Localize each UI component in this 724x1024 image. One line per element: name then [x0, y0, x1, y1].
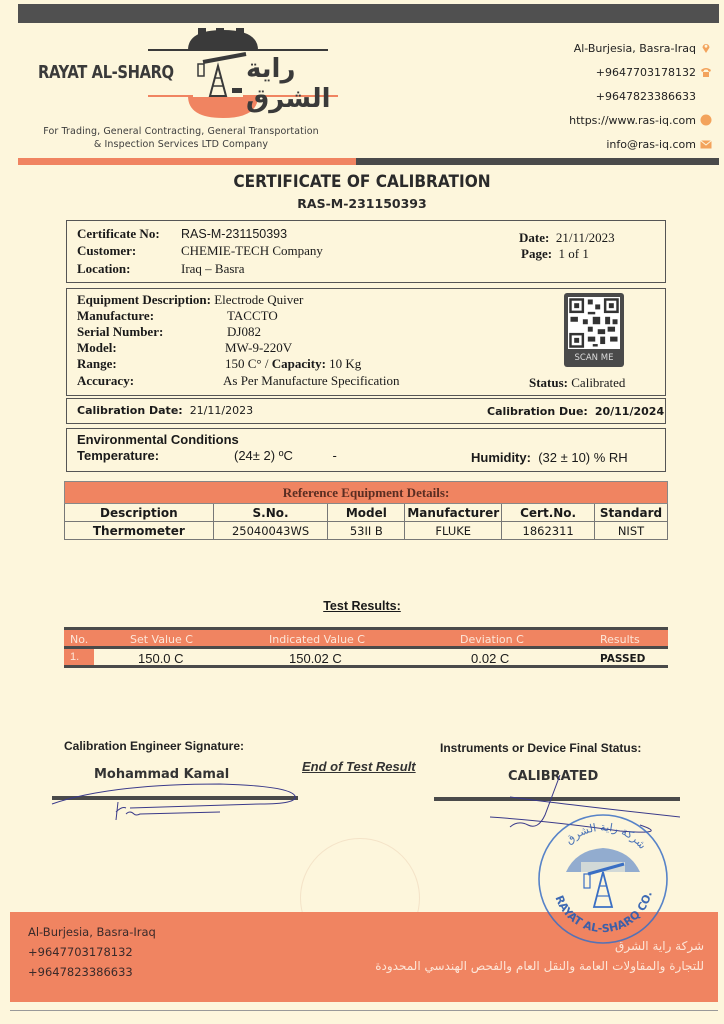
- company-tagline: [36, 125, 326, 151]
- calibration-date-row: [77, 404, 253, 417]
- environmental-conditions-box: [66, 428, 666, 472]
- cert-no-value: RAS-M-231150393: [181, 227, 288, 241]
- date-label: Date:: [519, 230, 550, 245]
- cell-set-value: 150.0 C: [138, 651, 184, 666]
- cell-sno: 25040043WS: [213, 522, 328, 540]
- page-label: Page:: [521, 246, 553, 261]
- tagline-line-1: For Trading, General Contracting, General Transportation: [43, 126, 319, 137]
- company-logo: [38, 28, 338, 118]
- location-label: Location:: [77, 261, 131, 276]
- accuracy-row: [77, 373, 400, 389]
- test-results-title: Test Results:: [323, 599, 401, 613]
- reference-table-header: [65, 504, 668, 522]
- globe-icon: [700, 114, 712, 126]
- footer-arabic-description: للتجارة والمقاولات العامة والنقل العام والفحص الهندسي المحدودة: [375, 959, 704, 973]
- stamp-text: RAYAT AL-SHARQ CO.: [552, 890, 655, 936]
- manufacture-label: Manufacture:: [77, 308, 155, 323]
- col-no: No.: [70, 633, 89, 646]
- cell-result: PASSED: [600, 653, 646, 665]
- header-divider-orange: [18, 158, 356, 165]
- phone-icon: [700, 66, 712, 78]
- test-results-header: [64, 627, 668, 649]
- col-indicated-value: Indicated Value C: [269, 633, 365, 646]
- end-of-test-result: End of Test Result: [302, 759, 416, 774]
- engineer-signature-icon: [50, 782, 300, 827]
- customer-label: Customer:: [77, 243, 137, 258]
- customer-row: [77, 243, 323, 259]
- col-standard: Standard: [595, 504, 668, 522]
- certificate-title: CERTIFICATE OF CALIBRATION: [233, 172, 491, 191]
- status-label: Status:: [529, 375, 569, 390]
- location-pin-icon: [700, 42, 712, 54]
- environment-title: Environmental Conditions: [77, 432, 239, 447]
- col-manufacturer: Manufacturer: [405, 504, 502, 522]
- website-link[interactable]: https://www.ras-iq.com: [569, 113, 696, 127]
- calibration-dates-box: [66, 398, 666, 424]
- calibration-date-value: 21/11/2023: [189, 404, 254, 417]
- mail-icon: [700, 138, 712, 150]
- table-row: [65, 522, 668, 540]
- cell-certno: 1862311: [502, 522, 595, 540]
- col-sno: S.No.: [213, 504, 328, 522]
- col-model: Model: [328, 504, 405, 522]
- tagline-line-2: & Inspection Services LTD Company: [93, 139, 269, 150]
- footer-contact: [28, 922, 156, 982]
- range-label: Range:: [77, 356, 117, 371]
- serial-value: DJ082: [227, 324, 261, 339]
- cert-no-label: Certificate No:: [77, 226, 160, 241]
- cell-standard: NIST: [595, 522, 668, 540]
- svg-text:شركة راية الشرق: شركة راية الشرق: [562, 820, 649, 852]
- serial-row: [77, 324, 261, 340]
- calibration-date-label: Calibration Date:: [77, 404, 183, 417]
- col-set-value: Set Value C: [130, 633, 193, 646]
- date-value: 21/11/2023: [555, 230, 615, 245]
- humidity-value: (32 ± 10) % RH: [538, 450, 628, 465]
- capacity-value: 10 Kg: [329, 356, 362, 371]
- humidity-row: [471, 450, 628, 465]
- temperature-value: (24± 2) ºC: [234, 448, 293, 463]
- address-text: Al-Burjesia, Basra-Iraq: [573, 41, 696, 55]
- cell-model: 53II B: [328, 522, 405, 540]
- temperature-dash: -: [332, 448, 337, 463]
- col-deviation: Deviation C: [460, 633, 524, 646]
- calibration-due-value: 20/11/2024: [594, 405, 665, 418]
- engineer-name: Mohammad Kamal: [94, 767, 230, 782]
- contact-website[interactable]: [569, 108, 712, 132]
- footer-phone-1[interactable]: +9647703178132: [28, 945, 133, 959]
- date-row: [519, 230, 615, 246]
- test-results-table: [64, 627, 668, 668]
- accuracy-label: Accuracy:: [77, 373, 135, 388]
- reference-equipment-table: [64, 481, 668, 540]
- cell-manufacturer: FLUKE: [405, 522, 502, 540]
- capacity-label: Capacity:: [271, 356, 326, 371]
- qr-scan-label: SCAN ME: [574, 353, 614, 363]
- range-value: 150 C° /: [225, 356, 272, 371]
- calibration-due-label: Calibration Due:: [487, 405, 588, 418]
- qr-code-icon: [568, 297, 620, 349]
- accuracy-value: As Per Manufacture Specification: [223, 373, 400, 388]
- cert-no-row: [77, 226, 287, 242]
- col-results: Results: [600, 633, 640, 646]
- phone-2-text[interactable]: +9647823386633: [595, 89, 696, 103]
- final-status-value: CALIBRATED: [508, 769, 599, 784]
- phone-1-text[interactable]: +9647703178132: [595, 65, 696, 79]
- footer-phone-2[interactable]: +9647823386633: [28, 965, 133, 979]
- contact-phone-2[interactable]: [569, 84, 712, 108]
- spacer: [700, 90, 712, 102]
- cell-description: Thermometer: [65, 522, 214, 540]
- contact-phone-1[interactable]: [569, 60, 712, 84]
- manufacture-value: TACCTO: [227, 308, 278, 323]
- company-name-en: RAYAT AL-SHARQ: [38, 62, 174, 83]
- engineer-signature-label: Calibration Engineer Signature:: [64, 739, 245, 753]
- location-value: Iraq – Basra: [181, 261, 245, 276]
- manufacture-row: [77, 308, 278, 324]
- serial-label: Serial Number:: [77, 324, 164, 339]
- contact-address: [569, 36, 712, 60]
- equipment-description-row: [77, 292, 303, 308]
- status-badge: Calibrated: [571, 375, 626, 390]
- email-link[interactable]: info@ras-iq.com: [606, 137, 696, 151]
- range-row: [77, 356, 361, 372]
- equipment-description-label: Equipment Description:: [77, 292, 211, 307]
- certificate-info-box: [66, 220, 666, 283]
- reference-equipment-title: Reference Equipment Details:: [65, 482, 668, 504]
- contact-info: [569, 36, 712, 156]
- equipment-details-box: [66, 288, 666, 396]
- page-value: 1 of 1: [558, 246, 589, 261]
- humidity-label: Humidity:: [471, 450, 531, 465]
- col-certno: Cert.No.: [502, 504, 595, 522]
- cell-indicated-value: 150.02 C: [289, 651, 342, 666]
- header-top-bar: [18, 4, 719, 23]
- cell-deviation: 0.02 C: [471, 651, 510, 666]
- equipment-description-value: Electrode Quiver: [214, 292, 304, 307]
- footer-arabic-name: شركة راية الشرق: [615, 939, 704, 953]
- status-row: [529, 375, 625, 391]
- company-name-ar: راية الشرق: [246, 54, 331, 114]
- calibration-due-row: [487, 405, 664, 418]
- certificate-number-heading: RAS-M-231150393: [297, 196, 427, 211]
- customer-value: CHEMIE-TECH Company: [181, 243, 323, 258]
- temperature-label: Temperature:: [77, 448, 160, 463]
- location-row: [77, 261, 245, 277]
- final-status-label: Instruments or Device Final Status:: [440, 741, 642, 755]
- col-description: Description: [65, 504, 214, 522]
- model-label: Model:: [77, 340, 117, 355]
- qr-code[interactable]: [564, 293, 624, 367]
- page-row: [521, 246, 589, 262]
- temperature-row: [77, 448, 337, 463]
- model-row: [77, 340, 292, 356]
- page-bottom-line: [10, 1010, 718, 1011]
- cell-no: 1.: [64, 649, 94, 665]
- company-stamp-icon: [536, 812, 671, 947]
- model-value: MW-9-220V: [225, 340, 293, 355]
- header-divider-gray: [356, 158, 719, 165]
- contact-email[interactable]: [569, 132, 712, 156]
- table-row: [64, 649, 668, 668]
- footer-address: Al-Burjesia, Basra-Iraq: [28, 925, 156, 939]
